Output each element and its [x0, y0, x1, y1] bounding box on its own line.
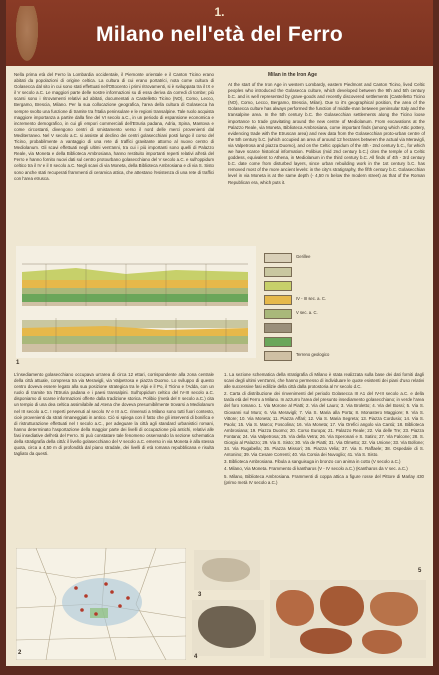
- english-heading: Milan in the Iron Age: [268, 72, 317, 78]
- legend-swatch: [264, 323, 292, 333]
- italian-lower-text: L'insediamento golasecchiano occupava un'area di circa 12 ettari, corrispondente alla zona centrale della città attuale, compresa tra via Meravigli, via Valpetrosa e piazza Duomo. Lo sviluppo di questo centro doveva essere legato alla sua posizione strategica tra le Alpi e il Po, il Ticino e l'Adda, con un ruolo di tramite tra l'Etruria padana e i paesi transalpini. Sull'oppidum celtico del IV-III secolo a.C. disponiamo di scarse informazioni offerte dalla tradizione storica. Polibio (metà del II secolo a.C.) cita un tempio di una dea celtica assimilabile ad Atena che doveva presumibilmente trovarsi a Mediolanum nel III secolo a.C. I reperti pervenuti al secolo IV e III a.C. rinvenuti a Milano sono tutti fuori contesto, cioè provenienti da strati rimaneggiati in antico. Ciò si spiega con il fatto che gli interventi di bonifica e di ristrutturazione effettuati nel I secolo a.C., per adeguare la città agli standard urbanistici romani, hanno determinato l'asportazione della maggior parte dei livelli di occupazione più antichi, relativi alle fasi insediative dell'età del Ferro. Si può constatare tale fenomeno osservando la sezione schematica della stratigrafia della città: il livello golasecchiano del V secolo a.C. emerso in via Moneta è alla stessa quota, circa a 4,50 m di profondità dal piano stradale, dei livelli di età romana repubblicana e risulta tagliato da questi.: [14, 372, 214, 457]
- legend-item: [264, 348, 424, 362]
- legend-item: [264, 306, 424, 320]
- exhibition-panel: [6, 0, 433, 666]
- italian-intro-text: Nella prima età del Ferro la Lombardia occidentale, il Piemonte orientale e il Canton Ticino erano abitati da popolazioni di origine celtica. La cultura di cui erano portatrici, nota come cultura di Golasecca dal sito in cui sono stati effettuati nell'Ottocento i primi ritrovamenti, si è sviluppata tra il IX e il V secolo a.C. Le maggiori parte delle nostre informazioni su di essa deriva da corredi di tombe; più scarsi sono i ritrovamenti relativi ad abitati, documentati a Castelletto Ticino (NO), Como, Lecco, Bergamo, Brescia, Milano. Per la sua collocazione geografica, l'area della cultura di Golasecca ha sempre svolto una funzione di tramite tra l'Italia peninsulare e le regioni transalpine. Tale ruolo acquista maggiore importanza a partire dalla fine del VI secolo a.C., in un periodo di espansione economica e incremento demografico, in cui gli empori commerciali dell'Etruria padana, Adria, Spina, Mantova e come circostanti, divengono centri di smistamento verso il nord delle merci provenienti dal Mediterraneo. Nel V secolo a.C. si assiste al declino dei centri golasecchiani posti lungo il corso del Ticino, probabilmente a vantaggio di una rete di traffici gravitante attorno al nuovo centro di Mediolanum. Gli scavi effettuati negli ultimi vent'anni, tra cui i più importanti sono quelli di Palazzo Reale, via Moneta e della Biblioteca Ambrosiana, hanno restituito importanti reperti relativi all'età del Ferro e hanno fornito nuovi dati sul centro protourbano golasecchiano del V secolo a.C. e sull'oppidum celtico tra il IV e il II secolo a.C. Negli scavi di via Moneta, della Biblioteca Ambrosiana e di via S. Sisto sono anche stati recuperati frammenti di ceramica attica, che attestano l'esistenza di una rete di traffici con l'area etrusca.: [14, 72, 214, 181]
- figure-number-2: 2: [18, 650, 22, 656]
- panel-title: Milano nell'età del Ferro: [95, 23, 344, 46]
- panel-number: 1.: [214, 5, 225, 19]
- legend-item: [264, 292, 424, 306]
- photo-attic-cup: [270, 580, 426, 658]
- legend-swatch: [264, 337, 292, 347]
- caption-4: 4. Milano, Via Moneta. Frammento di kantharos (V - IV secolo a.C.) (Kantharos da V sec. a.C.): [224, 466, 408, 472]
- legend-label: Terreno geologico: [296, 352, 330, 357]
- photo-fibula: [194, 550, 260, 590]
- legend-label: V sec. a. C.: [296, 310, 318, 315]
- legend-swatch: [264, 295, 292, 305]
- legend-item: [264, 320, 424, 334]
- figure-number-3: 3: [198, 592, 202, 598]
- legend-swatch: [264, 267, 292, 277]
- caption-list: [224, 372, 424, 540]
- caption-5: 5. Milano, Biblioteca Ambrosiana. Frammenti di coppa attica a figure rosse del Pittore di Marlay 430 (primo metà IV secolo a.C.): [224, 473, 424, 485]
- panel-header: [6, 0, 433, 66]
- stratigraphy-section-figure: [16, 246, 256, 358]
- caption-2: 2. Carta di distribuzione dei rinvenimenti del periodo Golasecca III A1 del IV-III secolo a.C. e della tarda età del Ferro a Milano. In azzurro l'area del presunto insediamento golasecchiano; in verde l'area del foro romano. 1. Via Morone al Piatti; 2. Via del Lauro; 3. Via Broletto; 4. Via del Bossi; 5. Via S. Giovanni sul Muro; 6. Via Meravigli; 7. Via S. Maria alla Porta; 8. Monastero Maggiore; 9. Via S. Vittore; 10. Via Moneta; 11. Piazza Affari; 12. Via S. Maria Segreta; 13. Piazza Cordusio; 14. Via S. Paolo; 15. Via S. Marco; Foscolina; 16. Via Moneta; 17. Via Orefici angolo via Cantù; 18. Biblioteca Ambrosiana; 19. Piazza Duomo; 20. Corso Europa; 21. Palazzo Reale; 22. Via delle Tre; 23. Piazza Fontana; 24. Via Valpetrosa; 25. Via della Vetra; 26. Via Speronari e S. Satiro; 27. Via Falcone; 28. S. Giorgio al Palazzo; 29. Via S. Sisto; 30. Via de Piatti; 31. Via Olmetto; 32. Via Unione; 33. Via Bollone; 34. Via Rugabella; 35. Piazza Missori; 36. Piazza Velia; 37. Via S. Raffaele; 38. Ospedale di S. Antonino; 39. Via Cesare Correnti; 40. Via Corsia dei Nuvoglio; 41. Via S. Sisto.: [224, 391, 424, 458]
- figure-number-5: 5: [418, 568, 422, 574]
- photo-kantharos: [192, 600, 264, 656]
- figure-number-1: 1: [16, 360, 20, 366]
- caption-1: 1. La sezione schematica della stratigrafia di Milano è stata realizzata sulla base dei dati forniti dagli scavi degli ultimi vent'anni, che hanno permesso di individuare le quote esistenti dei piani d'uso relativi alle successive fasi edilizie della città dalla protostoria al IV secolo d.C.: [224, 372, 424, 390]
- city-distribution-map: [16, 548, 186, 660]
- legend-item: [264, 264, 424, 278]
- caption-3: 3. Biblioteca Ambrosiana. Fibula a sanguisuga in bronzo con anima in cotto (V secolo a.C.): [224, 459, 401, 465]
- roman-forum-area: [90, 608, 108, 618]
- legend-swatch: [264, 281, 292, 291]
- golasecca-settlement-area: [62, 578, 142, 626]
- legend-swatch: [264, 309, 292, 319]
- legend-label: IV - III sec. a. C.: [296, 296, 327, 301]
- legend-swatch: [264, 351, 292, 361]
- legend-item: [264, 334, 424, 348]
- legend-item: [264, 250, 424, 264]
- english-body-text: At the start of the Iron Age in western Lombardy, eastern Piedmont and Canton Ticino, lived Celtic peoples who introduced the Golasecca culture, which developed between the 9th and 5th century b.C. and is well represented by grave-goods and recently discovered settlements (Castelletto Ticino (NO), Como, Lecco, Bergamo, Brescia, Milan). Due to it's geographical position, the area of the Golasecca culture has always performed the function of middle-man between peninsular Italy and the transalpine area. In the 5th century b.C. the Golasecchian settlements along the Ticino loose importance to trade gravitating around the new centre of Mediolanum. From excavations at the Palazzo Reale, via Moneta, Biblioteca Ambrosiana, come important finds (among which Attic pottery, evidencing trade with the Etruscan area) and new data from the Golasecchian proto-urban centre of the 5th century b.C. (which occupied an area of around 12 hectares between the actual via Meravigli, via Valpetrosa and piazza Duomo), and on the Celtic oppidum of the 4th - 2nd century b.C., for which we have scarce historical information. Polibius (mid 2nd century b.C.) cites the temple of a Celtic goddess, equivalent to Athena, in Mediolanum in the third century b.C. All finds of 4th - 3rd century b.C. date come from disturbed layers, since urban rebuilding work in the 1st century b.C. has removed most of the more ancient levels: in the city's stratigraphy, the fifth century b.C. Golasecchian level in via Moneta is at the same depth (- 4,50 m below the modern street) as that of the Roman Republican era, which puts it.: [228, 82, 425, 185]
- legend-swatch: [264, 253, 292, 263]
- legend-item: [264, 278, 424, 292]
- figure-number-4: 4: [194, 654, 198, 660]
- lower-section: [22, 318, 248, 352]
- legend-label: Gerillee: [296, 254, 311, 259]
